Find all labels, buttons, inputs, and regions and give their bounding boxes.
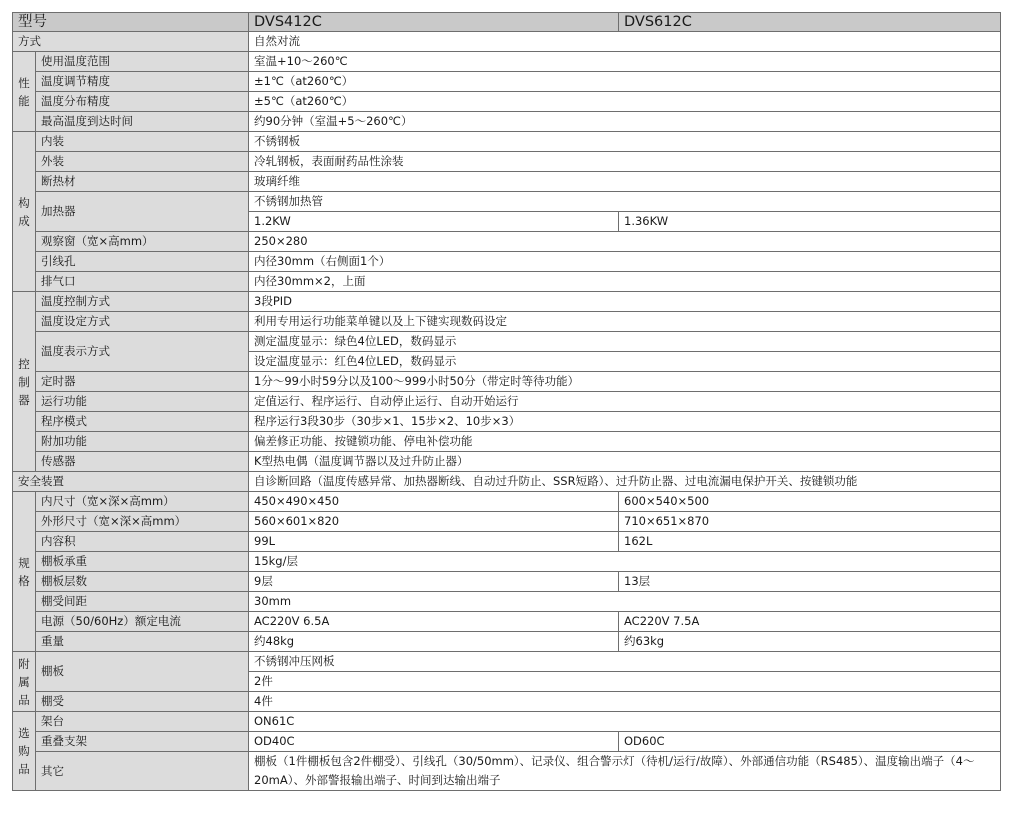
spec-value-dvs612c: OD60C — [619, 732, 1001, 752]
spec-row — [13, 392, 1001, 412]
spec-row — [13, 652, 1001, 672]
spec-row — [13, 512, 1001, 532]
spec-label: 温度设定方式 — [36, 312, 249, 332]
spec-label: 内尺寸（宽×深×高mm） — [36, 492, 249, 512]
spec-row — [13, 232, 1001, 252]
spec-value: 偏差修正功能、按键锁功能、停电补偿功能 — [249, 432, 1001, 452]
spec-label: 电源（50/60Hz）额定电流 — [36, 612, 249, 632]
spec-label: 重叠支架 — [36, 732, 249, 752]
spec-row — [13, 112, 1001, 132]
spec-label: 定时器 — [36, 372, 249, 392]
spec-value: 室温+10～260℃ — [249, 52, 1001, 72]
spec-value-dvs412c: 约48kg — [249, 632, 619, 652]
spec-value: K型热电偶（温度调节器以及过升防止器） — [249, 452, 1001, 472]
spec-row — [13, 412, 1001, 432]
spec-value: 内径30mm×2，上面 — [249, 272, 1001, 292]
spec-label: 温度表示方式 — [36, 332, 249, 372]
specs-group-label: 规格 — [13, 492, 36, 652]
spec-value-dvs412c: 450×490×450 — [249, 492, 619, 512]
spec-value: 30mm — [249, 592, 1001, 612]
spec-value: 棚板（1件棚板包含2件棚受）、引线孔（30/50mm）、记录仪、组合警示灯（待机/运行/故障）、外部通信功能（RS485）、温度输出端子（4～20mA）、外部警报输出端子、时间到达输出端子 — [249, 752, 1001, 791]
spec-value-dvs412c: 1.2KW — [249, 212, 619, 232]
spec-value: 1分～99小时59分以及100～999小时50分（带定时等待功能） — [249, 372, 1001, 392]
spec-value: ±1℃（at260℃） — [249, 72, 1001, 92]
spec-value: 冷轧钢板，表面耐药品性涂装 — [249, 152, 1001, 172]
spec-row — [13, 272, 1001, 292]
spec-label: 外装 — [36, 152, 249, 172]
spec-label: 棚受间距 — [36, 592, 249, 612]
safety-label: 安全装置 — [13, 472, 249, 492]
spec-row — [13, 72, 1001, 92]
spec-row — [13, 492, 1001, 512]
spec-row — [13, 612, 1001, 632]
spec-row — [13, 292, 1001, 312]
spec-value: 玻璃纤维 — [249, 172, 1001, 192]
method-value: 自然对流 — [249, 32, 1001, 52]
spec-label: 温度调节精度 — [36, 72, 249, 92]
spec-value-dvs412c: 560×601×820 — [249, 512, 619, 532]
spec-label: 使用温度范围 — [36, 52, 249, 72]
spec-value: 设定温度显示：红色4位LED，数码显示 — [249, 352, 1001, 372]
model-dvs612c: DVS612C — [619, 13, 1001, 32]
spec-value: 程序运行3段30步（30步×1、15步×2、10步×3） — [249, 412, 1001, 432]
spec-value: 定值运行、程序运行、自动停止运行、自动开始运行 — [249, 392, 1001, 412]
spec-value: 利用专用运行功能菜单键以及上下键实现数码设定 — [249, 312, 1001, 332]
model-label: 型号 — [13, 13, 249, 32]
spec-row — [13, 152, 1001, 172]
spec-table — [12, 12, 1001, 791]
spec-label: 附加功能 — [36, 432, 249, 452]
spec-value-dvs612c: 710×651×870 — [619, 512, 1001, 532]
spec-row — [13, 52, 1001, 72]
spec-value: 4件 — [249, 692, 1001, 712]
spec-label: 棚板层数 — [36, 572, 249, 592]
method-label: 方式 — [13, 32, 249, 52]
spec-value: 250×280 — [249, 232, 1001, 252]
spec-row — [13, 32, 1001, 52]
spec-row — [13, 592, 1001, 612]
spec-value-dvs612c: 13层 — [619, 572, 1001, 592]
spec-value-dvs412c: 9层 — [249, 572, 619, 592]
spec-row — [13, 372, 1001, 392]
model-dvs412c: DVS412C — [249, 13, 619, 32]
spec-label: 排气口 — [36, 272, 249, 292]
spec-row — [13, 572, 1001, 592]
spec-label: 内容积 — [36, 532, 249, 552]
spec-label: 观察窗（宽×高mm） — [36, 232, 249, 252]
spec-value: 3段PID — [249, 292, 1001, 312]
spec-row — [13, 252, 1001, 272]
spec-row — [13, 732, 1001, 752]
spec-row — [13, 552, 1001, 572]
spec-value: 不锈钢冲压网板 — [249, 652, 1001, 672]
spec-value: 不锈钢加热管 — [249, 192, 1001, 212]
spec-row — [13, 172, 1001, 192]
spec-value: ON61C — [249, 712, 1001, 732]
spec-value-dvs612c: 162L — [619, 532, 1001, 552]
spec-label: 外形尺寸（宽×深×高mm） — [36, 512, 249, 532]
spec-row — [13, 752, 1001, 791]
spec-value-dvs412c: AC220V 6.5A — [249, 612, 619, 632]
spec-value-dvs612c: 1.36KW — [619, 212, 1001, 232]
spec-label: 最高温度到达时间 — [36, 112, 249, 132]
spec-row — [13, 712, 1001, 732]
spec-value-dvs612c: AC220V 7.5A — [619, 612, 1001, 632]
spec-label: 程序模式 — [36, 412, 249, 432]
construction-group-label: 构成 — [13, 132, 36, 292]
performance-group-label: 性能 — [13, 52, 36, 132]
spec-label: 引线孔 — [36, 252, 249, 272]
spec-row — [13, 132, 1001, 152]
spec-row — [13, 332, 1001, 352]
spec-value-dvs612c: 约63kg — [619, 632, 1001, 652]
spec-label: 温度分布精度 — [36, 92, 249, 112]
accessories-group-label: 附属品 — [13, 652, 36, 712]
spec-label: 架台 — [36, 712, 249, 732]
spec-label: 其它 — [36, 752, 249, 791]
safety-value: 自诊断回路（温度传感异常、加热器断线、自动过升防止、SSR短路）、过升防止器、过电流漏电保护开关、按键锁功能 — [249, 472, 1001, 492]
spec-value: 不锈钢板 — [249, 132, 1001, 152]
spec-label: 运行功能 — [36, 392, 249, 412]
spec-row — [13, 472, 1001, 492]
spec-value: 15kg/层 — [249, 552, 1001, 572]
spec-label: 加热器 — [36, 192, 249, 232]
spec-row — [13, 692, 1001, 712]
spec-value-dvs412c: 99L — [249, 532, 619, 552]
spec-label: 棚板 — [36, 652, 249, 692]
spec-label: 传感器 — [36, 452, 249, 472]
spec-label: 棚受 — [36, 692, 249, 712]
spec-row — [13, 632, 1001, 652]
spec-row — [13, 532, 1001, 552]
control-group-label: 控制器 — [13, 292, 36, 472]
spec-row — [13, 92, 1001, 112]
spec-label: 内装 — [36, 132, 249, 152]
options-group-label: 选购品 — [13, 712, 36, 791]
spec-row — [13, 432, 1001, 452]
header-row — [13, 13, 1001, 32]
spec-row — [13, 452, 1001, 472]
spec-value: ±5℃（at260℃） — [249, 92, 1001, 112]
spec-value: 2件 — [249, 672, 1001, 692]
spec-label: 重量 — [36, 632, 249, 652]
spec-label: 棚板承重 — [36, 552, 249, 572]
spec-value: 测定温度显示：绿色4位LED，数码显示 — [249, 332, 1001, 352]
spec-value-dvs612c: 600×540×500 — [619, 492, 1001, 512]
spec-row — [13, 192, 1001, 212]
spec-label: 温度控制方式 — [36, 292, 249, 312]
spec-label: 断热材 — [36, 172, 249, 192]
spec-value: 内径30mm（右侧面1个） — [249, 252, 1001, 272]
spec-value-dvs412c: OD40C — [249, 732, 619, 752]
spec-row — [13, 312, 1001, 332]
spec-value: 约90分钟（室温+5～260℃） — [249, 112, 1001, 132]
